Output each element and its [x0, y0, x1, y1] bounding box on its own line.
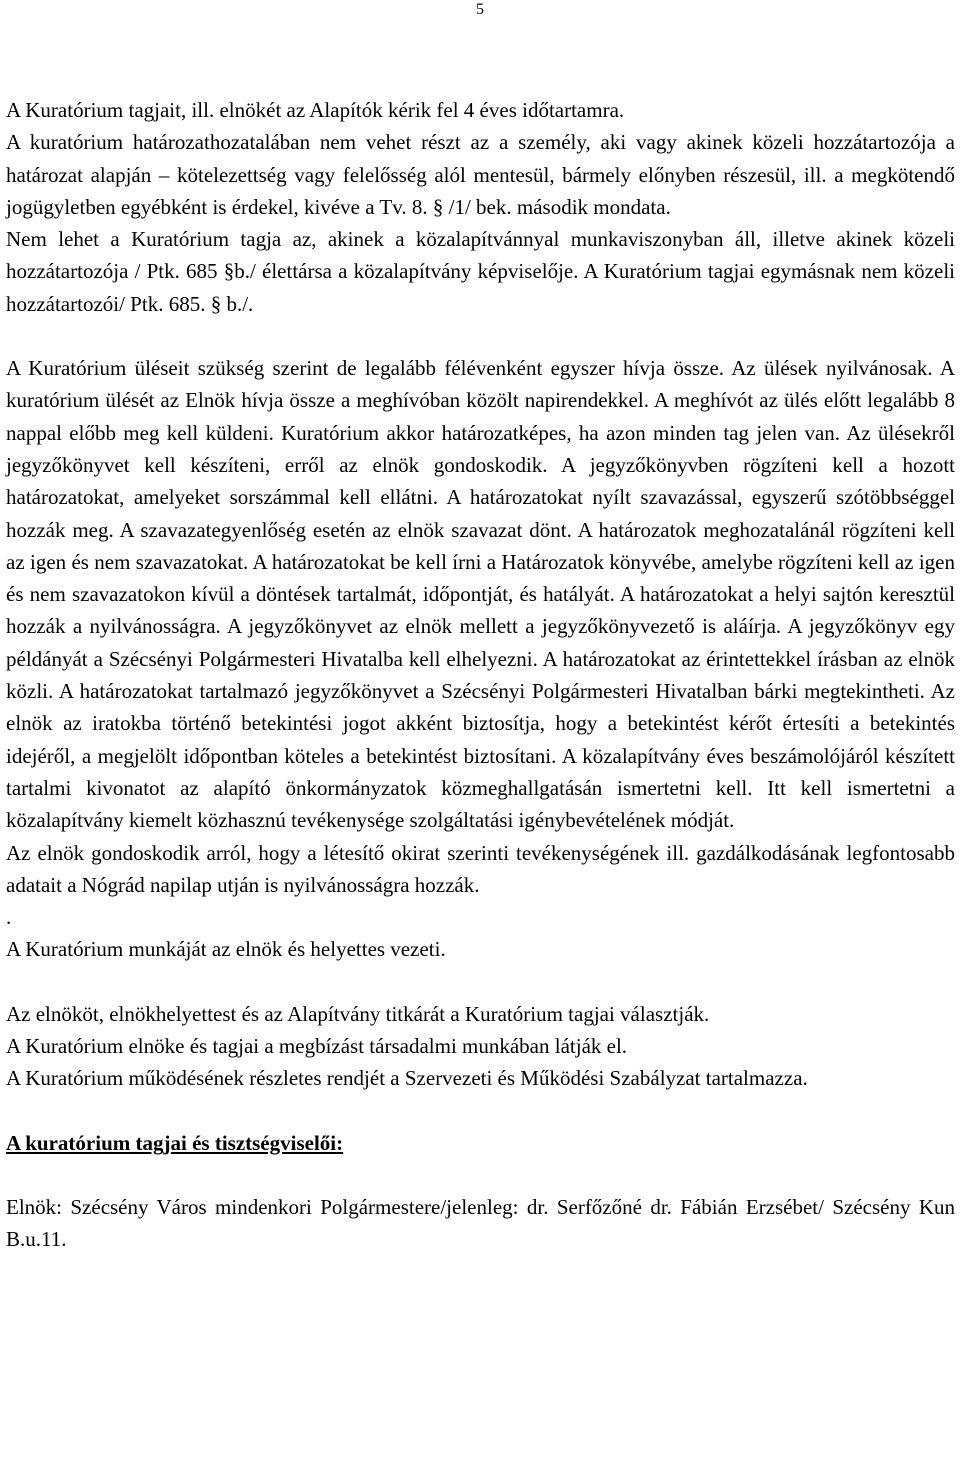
spacer — [6, 1159, 955, 1191]
paragraph-conflict-of-interest: A kuratórium határozathozatalában nem vehet részt az a személy, aki vagy akinek közeli hozzátartozója a határozat alapján – kötelezettség vagy felelősség alól mentesül, bármely előnyben részesül, ill. a megkötendő jogügyletben egyébként is érdekel, kivéve a Tv. 8. § /1/ bek. második mondata. — [6, 130, 955, 219]
chairman-entry: Elnök: Szécsény Város mindenkori Polgármestere/jelenleg: dr. Serfőzőné dr. Fábián Erzsébet/ Szécsény Kun B.u.11. — [6, 1194, 955, 1252]
document-body — [6, 94, 955, 1256]
page-number: 5 — [476, 1, 484, 18]
paragraph-voluntary: A Kuratórium elnöke és tagjai a megbízást társadalmi munkában látják el. — [6, 1034, 628, 1059]
paragraph-regulations: A Kuratórium működésének részletes rendjét a Szervezeti és Működési Szabályzat tartalmazza. — [6, 1066, 808, 1091]
paragraph-dot: . — [6, 905, 12, 930]
spacer — [6, 320, 955, 352]
paragraph-publication: Az elnök gondoskodik arról, hogy a létesítő okirat szerinti tevékenységének ill. gazdálkodásának legfontosabb adatait a Nógrád napilap utján is nyilvánosságra hozzák. — [6, 840, 955, 897]
paragraph-term: A Kuratórium tagjait, ill. elnökét az Alapítók kérik fel 4 éves időtartamra. — [6, 98, 625, 122]
paragraph-membership-restriction: Nem lehet a Kuratórium tagja az, akinek a közalapítvánnyal munkaviszonyban áll, illetve akinek közeli hozzátartozója / Ptk. 685 §b./ élettársa a közalapítvány képviselője. A Kuratórium tagjai egymásnak nem közeli hozzátartozói/ Ptk. 685. § b./. — [6, 227, 955, 316]
section-heading: A kuratórium tagjai és tisztségviselői: — [6, 1130, 344, 1155]
paragraph-election: Az elnököt, elnökhelyettest és az Alapítvány titkárát a Kuratórium tagjai választják. — [6, 1001, 710, 1026]
paragraph-meetings: A Kuratórium üléseit szükség szerint de legalább félévenként egyszer hívja össze. Az ülések nyilvánosak. A kuratórium ülését az Elnök hívja össze a meghívóban közölt napirendekkel. A meghívót az ülés előtt legalább 8 nappal előbb meg kell küldeni. Kuratórium akkor határozatképes, ha azon minden tag jelen van. Az ülésekről jegyzőkönyvet kell készíteni, erről az elnök gondoskodik. A jegyzőkönyvben rögzíteni kell a hozott határozatokat, amelyeket sorszámmal kell ellátni. A határozatokat nyílt szavazással, egyszerű szótöbbséggel hozzák meg. A szavazategyenlőség esetén az elnök szavazat dönt. A határozatok meghozatalánál rögzíteni kell az igen és nem szavazatokat. A határozatokat be kell írni a Határozatok könyvébe, amelybe rögzíteni kell az igen és nem szavazatokon kívül a döntések tartalmát, időpontját, és hatályát. A határozatokat a helyi sajtón keresztül hozzák a nyilvánosságra. A jegyzőkönyvet az elnök mellett a jegyzőkönyvezető is aláírja. A jegyzőkönyv egy példányát a Szécsényi Polgármesteri Hivatalba kell elhelyezni. A határozatokat az érintettekkel írásban az elnök közli. A határozatokat tartalmazó jegyzőkönyvet a Szécsényi Polgármesteri Hivatalban bárki megtekintheti. Az elnök az iratokba történő betekintési jogot akként biztosítja, hogy a betekintést kérőt értesíti a betekintés idejéről, a megjelölt időpontban köteles a betekintést biztosítani. A közalapítvány éves beszámolójáról készített tartalmi kivonatot az alapító önkormányzatok közmeghallgatásán ismertetni kell. Itt kell ismertetni a közalapítvány kiemelt közhasznú tevékenysége szolgáltatási igénybevételének módját. — [6, 356, 955, 833]
paragraph-leadership: A Kuratórium munkáját az elnök és helyettes vezeti. — [6, 937, 446, 962]
spacer — [6, 966, 955, 998]
spacer — [6, 1095, 955, 1127]
